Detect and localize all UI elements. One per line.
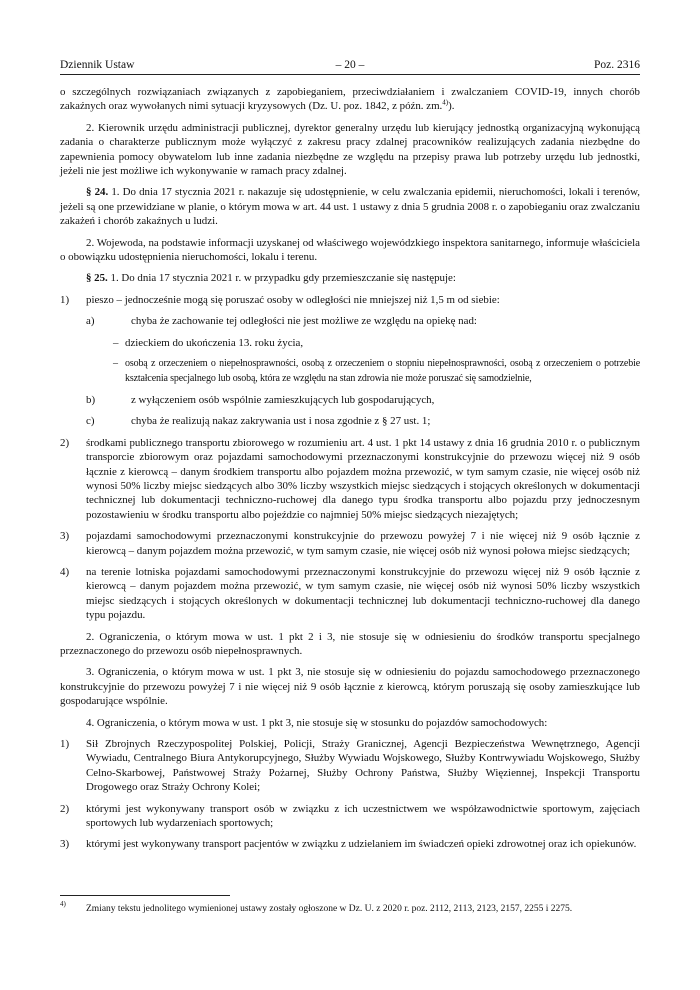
item-number: 2) <box>60 436 70 449</box>
section-25-para-2: 2. Ograniczenia, o którym mowa w ust. 1 pkt 2 i 3, nie stosuje się w odniesieniu do środków transportu specjalnego przeznaczonego do przewozu osób niepełnosprawnych. <box>60 630 640 657</box>
list-item <box>60 737 640 795</box>
footnote: 4) Zmiany tekstu jednolitego wymienionej ustawy zostały ogłoszone w Dz. U. z 2020 r. poz. 2112, 2113, 2123, 2157, 2255 i 2275. <box>60 903 640 915</box>
item-letter: a) <box>86 315 95 328</box>
intro-paragraph: o szczególnych rozwiązaniach związanych z zapobieganiem, przeciwdziałaniem i zwalczaniem COVID-19, innych chorób zakaźnych oraz wywołanych nimi sytuacji kryzysowych (Dz. U. poz. 1842, z późn. zm.$^{4)}$). <box>60 86 640 113</box>
item-text: chyba że realizują nakaz zakrywania ust i nosa zgodnie z § 27 ust. 1; <box>131 415 431 428</box>
list-item <box>60 802 640 831</box>
item-number: 2) <box>60 802 70 815</box>
journal-title: Dziennik Ustaw <box>60 59 135 71</box>
paragraph-2: 2. Kierownik urzędu administracji publicznej, dyrektor generalny urzędu lub kierujący jednostką organizacyjną wykonującą zadania o charakterze publicznym może wyłączyć z zakresu pracy zdalnej pracowników realizujących zadania niezbędne do zapewnienia pomocy obywatelom lub inne zadania niezbędne ze względu na przepisy prawa lub potrzeby urzędu lub jednostki, jeżeli nie jest możliwe ich wykonywanie w ramach pracy zdalnej. <box>60 121 640 178</box>
section-24-number: § 24. <box>86 186 109 199</box>
section-25-para-4: 4. Ograniczenia, o którym mowa w ust. 1 pkt 3, nie stosuje się w stosunku do pojazdów samochodowych: <box>86 716 548 729</box>
item-text: pojazdami samochodowymi przeznaczonymi konstrukcyjnie do przewozu powyżej 7 i nie więcej niż 9 osób łącznie z kierowcą – danym pojazdem można przewozić, w tym samym czasie, nie więcej osób niż wynosi połowa miejsc siedzących; <box>86 530 640 557</box>
section-25-para-1: § 25. 1. Do dnia 17 stycznia 2021 r. w przypadku gdy przemieszczanie się następuje: <box>86 272 456 285</box>
item-text: Sił Zbrojnych Rzeczypospolitej Polskiej, Policji, Straży Granicznej, Agencji Bezpieczeństwa Wewnętrznego, Agencji Wywiadu, Centralnego Biura Antykorupcyjnego, Służby Wywiadu Wojskowego, Służby Kontrwywiadu Wojskowego, Służby Celno-Skarbowej, Państwowej Straży Pożarnej, Służby Ochrony Państwa, Służby Więziennej, Inspekcji Transportu Drogowego oraz Straży Ochrony Kolei; <box>86 738 640 794</box>
list-item <box>86 314 640 328</box>
item-text: chyba że zachowanie tej odległości nie jest możliwe ze względu na opiekę nad: <box>131 315 477 328</box>
item-number: 3) <box>60 838 70 851</box>
list-item <box>60 529 640 558</box>
item-text: którymi jest wykonywany transport pacjentów w związku z udzielaniem im świadczeń opieki zdrowotnej oraz ich opiekunów. <box>86 838 637 851</box>
page-number: – 20 – <box>335 59 365 71</box>
list-item <box>60 436 640 522</box>
section-25-number: § 25. <box>86 272 108 285</box>
item-text: z wyłączeniem osób wspólnie zamieszkujących lub gospodarujących, <box>131 393 435 406</box>
footnote-divider <box>60 895 230 896</box>
item-number: 1) <box>60 293 70 306</box>
item-text: środkami publicznego transportu zbiorowego w rozumieniu art. 4 ust. 1 pkt 14 ustawy z dnia 16 grudnia 2010 r. o publicznym transporcie zbiorowym oraz pojazdami samochodowymi przeznaczonymi konstrukcyjnie do przewozu więcej niż 9 osób łącznie z kierowcą – danym środkiem transportu albo pojazdem można przewozić, w tym samym czasie, nie więcej osób niż wynosi 50% liczby miejsc siedzących albo 30% liczby wszystkich miejsc siedzących i stojących określonych w dokumentacji technicznej lub dokumentacji techniczno-ruchowej dla danego typu środka transportu albo pojazdu przy jednoczesnym pozostawieniu w środku transportu albo pojeździe co najmniej 50% miejsc siedzących niezajętych; <box>86 436 640 521</box>
item-text: pieszo – jednocześnie mogą się poruszać osoby w odległości nie mniejszej niż 1,5 m od siebie: <box>86 293 500 306</box>
item-letter: c) <box>86 415 95 428</box>
page-header <box>60 58 640 75</box>
footnote-ref: 4) <box>442 98 449 107</box>
dash-marker: – <box>113 336 119 349</box>
item-number: 3) <box>60 530 70 543</box>
list-item <box>60 293 640 307</box>
dash-marker: – <box>113 358 118 370</box>
list-item <box>86 393 640 407</box>
item-text: którymi jest wykonywany transport osób w związku z ich uczestnictwem we współzawodnictwie sportowym, zajęciach sportowych lub wydarzeniach sportowych; <box>86 802 640 830</box>
item-letter: b) <box>86 393 96 406</box>
item-text: dzieckiem do ukończenia 13. roku życia, <box>125 336 304 349</box>
item-number: 4) <box>60 565 70 578</box>
item-text: osobą z orzeczeniem o niepełnosprawności, osobą z orzeczeniem o stopniu niepełnosprawności, osobą z orzeczeniem o potrzebie kształcenia specjalnego lub osobą, która ze względu na stan zdrowia nie może poruszać się samodzielnie, <box>125 358 640 384</box>
item-text: na terenie lotniska pojazdami samochodowymi przeznaczonymi konstrukcyjnie do przewozu więcej niż 9 osób łącznie z kierowcą – danym pojazdem można przewozić, w tym samym czasie, nie więcej osób niż wynosi 50% liczby wszystkich miejsc siedzących i stojących określonych w dokumentacji technicznej lub dokumentacji techniczno-ruchowej dla danego typu pojazdu. <box>86 565 640 622</box>
section-25-para-3: 3. Ograniczenia, o którym mowa w ust. 1 pkt 3, nie stosuje się w odniesieniu do pojazdu samochodowego przeznaczonego konstrukcyjnie do przewozu powyżej 7 i nie więcej niż 9 osób łącznie z kierowcą, którym poruszają się osoby zamieszkujące lub gospodarujące wspólnie. <box>60 666 640 708</box>
dash-item <box>113 357 640 386</box>
position-number: Poz. 2316 <box>594 59 640 71</box>
section-24-para-2: 2. Wojewoda, na podstawie informacji uzyskanej od właściwego wojewódzkiego inspektora sanitarnego, informuje właściciela o obowiązku udostępnienia nieruchomości, lokalu i terenu. <box>60 236 640 264</box>
footnote-text: Zmiany tekstu jednolitego wymienionej ustawy zostały ogłoszone w Dz. U. z 2020 r. poz. 2112, 2113, 2123, 2157, 2255 i 2275. <box>86 904 573 914</box>
list-item <box>60 565 640 623</box>
section-24-para-1: § 24. 1. Do dnia 17 stycznia 2021 r. nakazuje się udostępnienie, w celu zwalczania epidemii, nieruchomości, lokali i terenów, jeżeli są one przewidziane w planie, o którym mowa w art. 44 ust. 1 ustawy z dnia 5 grudnia 2008 r. o zapobieganiu oraz zwalczaniu zakażeń i chorób zakaźnych u ludzi. <box>60 186 641 228</box>
document-body <box>60 85 640 859</box>
dash-item <box>113 336 640 350</box>
list-item <box>86 414 640 428</box>
list-item <box>60 837 640 851</box>
item-number: 1) <box>60 738 70 751</box>
